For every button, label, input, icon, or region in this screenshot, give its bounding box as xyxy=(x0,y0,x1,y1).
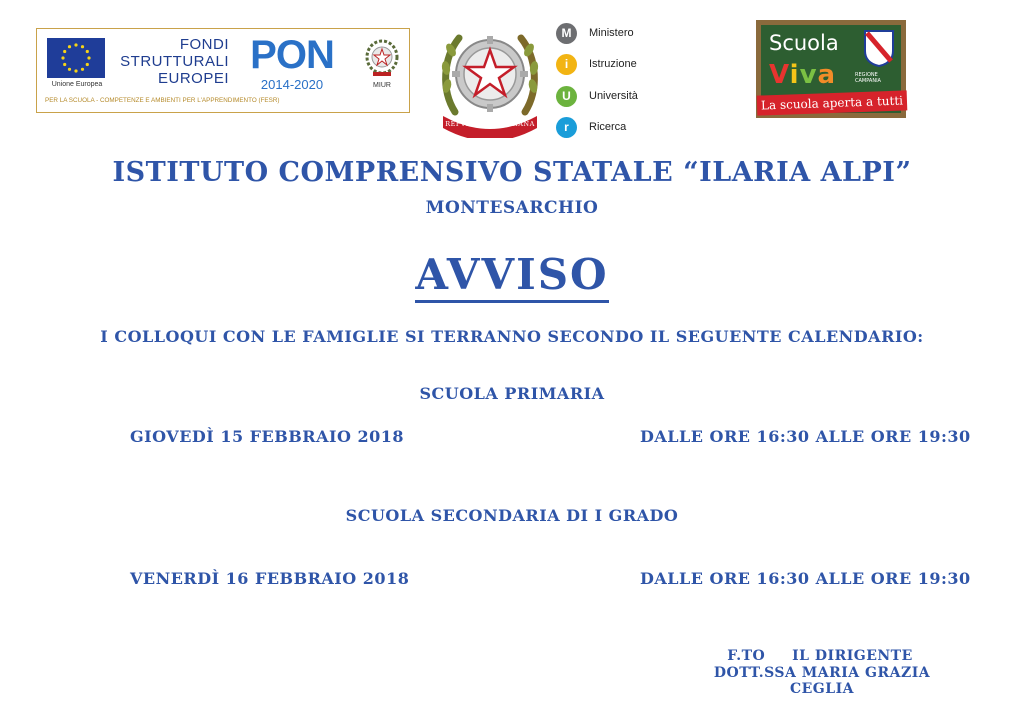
ministero-icon: M xyxy=(556,23,577,44)
signature-title: F.TO IL DIRIGENTE xyxy=(727,648,913,664)
fondi-line: EUROPEI xyxy=(157,70,229,87)
fondi-line: FONDI xyxy=(179,36,229,53)
primaria-date: GIOVEDÌ 15 FEBBRAIO 2018 xyxy=(130,427,405,446)
primaria-time: DALLE ORE 16:30 ALLE ORE 19:30 xyxy=(640,427,971,446)
pon-footer-text: PER LA SCUOLA - COMPETENZE E AMBIENTI PER L'APPRENDIMENTO (FESR) xyxy=(45,97,280,104)
italian-republic-emblem-icon xyxy=(437,20,543,142)
secondaria-time: DALLE ORE 16:30 ALLE ORE 19:30 xyxy=(640,569,971,588)
school-town: MONTESARCHIO xyxy=(425,198,599,218)
notice-title xyxy=(0,250,1024,299)
viva-letter: a xyxy=(817,60,837,90)
viva-letter: v xyxy=(799,60,818,90)
scuola-viva-viva xyxy=(769,60,836,90)
ministry-row xyxy=(556,52,637,76)
ricerca-icon: r xyxy=(556,117,577,138)
istruzione-icon: i xyxy=(556,54,577,75)
notice-title-text: AVVISO xyxy=(415,250,608,303)
fondi-line: STRUTTURALI xyxy=(120,53,229,70)
regione-label: REGIONE CAMPANIA xyxy=(855,72,881,84)
universita-icon: U xyxy=(556,86,577,107)
fondi-strutturali-text xyxy=(117,36,229,87)
school-name: ISTITUTO COMPRENSIVO STATALE “ILARIA ALPI” xyxy=(112,157,912,188)
secondaria-date: VENERDÌ 16 FEBBRAIO 2018 xyxy=(130,569,410,588)
viva-letter: V xyxy=(769,60,790,90)
pon-wordmark: PON xyxy=(250,33,334,77)
primaria-heading: SCUOLA PRIMARIA xyxy=(419,384,605,403)
scuola-viva-tagline: La scuola aperta a tutti xyxy=(757,90,908,115)
signature-name: DOTT.SSA MARIA GRAZIA CEGLIA xyxy=(713,665,931,697)
eu-flag-icon xyxy=(47,38,105,78)
pon-logo xyxy=(36,28,410,113)
viva-letter: i xyxy=(789,60,800,90)
ricerca-label: Ricerca xyxy=(589,121,627,133)
ministry-row xyxy=(556,115,626,139)
emblem-ribbon-text: REPVBBLICA ITALIANA xyxy=(445,120,535,128)
pon-years: 2014-2020 xyxy=(260,77,324,92)
scuola-viva-title: Scuola xyxy=(769,31,839,55)
secondaria-heading: SCUOLA SECONDARIA DI I GRADO xyxy=(345,506,679,525)
universita-label: Università xyxy=(589,90,638,102)
istruzione-label: Istruzione xyxy=(589,58,637,70)
miur-emblem-icon xyxy=(364,38,400,84)
ministry-row xyxy=(556,84,638,108)
ministero-label: Ministero xyxy=(589,27,634,39)
ministry-row xyxy=(556,21,634,45)
eu-label: Unione Europea xyxy=(51,81,103,88)
miur-label: MIUR xyxy=(373,82,391,89)
notice-intro: I COLLOQUI CON LE FAMIGLIE SI TERRANNO SECONDO IL SEGUENTE CALENDARIO: xyxy=(100,327,924,346)
campania-crest-icon xyxy=(863,29,895,71)
